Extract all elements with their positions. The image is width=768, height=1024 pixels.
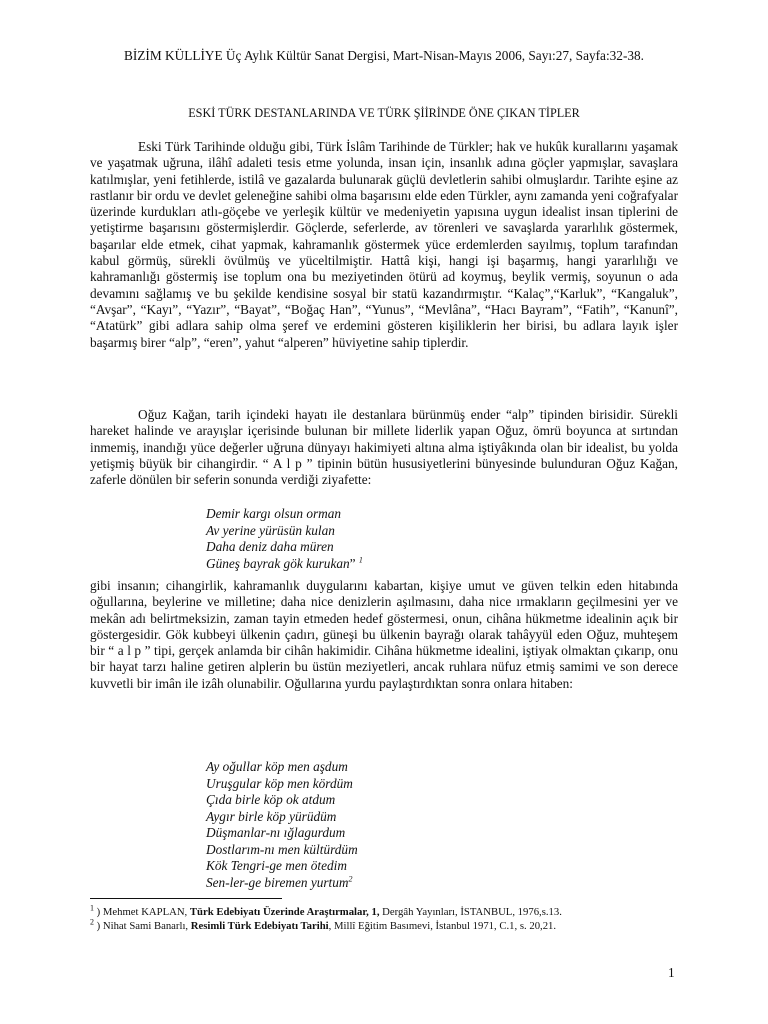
verse-line: Kök Tengri-ge men ötedim (206, 858, 347, 873)
body-paragraph-3 (90, 578, 678, 692)
footnote-book-title: Resimli Türk Edebiyatı Tarihi (190, 920, 329, 932)
footnote-post: Dergâh Yayınları, İSTANBUL, 1976,s.13. (379, 906, 562, 918)
closing-quote: ” (349, 555, 356, 571)
verse-line: Çıda birle köp ok atdum (206, 792, 336, 807)
footnote-separator (90, 898, 282, 899)
footnote-mark: 2 (90, 917, 94, 927)
page-number: 1 (668, 965, 675, 980)
paragraph-text: gibi insanın; cihangirlik, kahramanlık duygularını kabartan, kişiye umut ve güven telkin eden hitabında oğullarına, beylerine ve milletine; daha nice denizlerin aşılmasını, daha nice ırmakların geçilmesini yer ve mekân adı belirtmeksizin, zaman tayin etmeden hedef göstermesi, onun, cihâna hükmetme idealinin açık bir göstergesidir. Gök kubbeyi ülkenin çadırı, güneşi bu ülkenin bayrağı olarak tahâyyül eden Oğuz, muhteşem bir “ a l p ” tipi, gerçek anlamda bir cihân hakimidir. Cihâna hükmetme idealini, iştiyak olmaktan çıkarıp, onu bir hayat tarzı haline getiren alplerin bu üstün meziyetleri, ancak ruhlara nüfuz etmiş samimi ve son derece kuvvetli bir imân ile izâh olunabilir. Oğullarına yurdu paylaştırdıktan sonra onlara hitaben: (90, 578, 678, 691)
footnote-pre: ) Nihat Sami Banarlı, (94, 920, 191, 932)
footnote-ref-1[interactable]: 1 (358, 555, 363, 565)
verse-line: Düşmanlar-nı ığlagurdum (206, 825, 346, 840)
footnote-pre: ) Mehmet KAPLAN, (94, 906, 190, 918)
body-paragraph-1 (90, 139, 678, 351)
paragraph-text: Oğuz Kağan, tarih içindeki hayatı ile destanlara bürünmüş ender “alp” tipinden birisidir. Sürekli hareket halinde ve arayışlar içerisinde bulunan bir millete liderlik yapan Oğuz, ömrü boyunca at sırtından inmemiş, inandığı yüce değerler uğruna dünyayı hakimiyeti altına alma iştiyâkında olan bir idealist, bu yolda yetişmiş büyük bir cihangirdir. “ A l p ” tipinin bütün hususiyetlerini bünyesinde bulunduran Oğuz Kağan, zaferle dönülen bir seferin sonunda verdiği ziyafette: (90, 407, 678, 488)
verse-line: Av yerine yürüsün kulan (206, 522, 335, 538)
verse-oguz-kagan (206, 506, 363, 572)
verse-line: Ay oğullar köp men aşdum (206, 759, 348, 774)
footnote-post: , Millî Eğitim Basımevi, İstanbul 1971, C.1, s. 20,21. (328, 920, 557, 932)
footnotes (90, 905, 690, 933)
verse-line-last (206, 556, 363, 573)
verse-line-text: Güneş bayrak gök kurukan (206, 555, 350, 571)
paragraph-text: Eski Türk Tarihinde olduğu gibi, Türk İslâm Tarihinde de Türkler; hak ve hukûk kurallarını yaşamak ve yaşatmak uğruna, ilâhî adaleti tesis etme yolunda, insan için, insanlık adına göçler yapmışlar, savaşlara katılmışlar, yeni fetihlerde, istilâ ve gazalarda bulunarak güçlü devletlerin sahibi olmuşlardır. Tarihte eşine az rastlanır bir ordu ve devlet geleneğine sahibi olma başarısını elde eden Türkler, aynı zamanda yeni coğrafyalar üzerinde kurdukları atlı-göçebe ve yerleşik kültür ve medeniyetin yapısına uygun idealist insan tiplerini de yetiştirme başarısını göstermişlerdir. Göçlerde, seferlerde, av törenleri ve savaşlarda yararlılık göstermek, başarılar elde etmek, cihat yapmak, kahramanlık göstermek yüce erdemlerden sayılmış, toplum tarafından kabul görmüş, sürekli övülmüş ve yüceltilmiştir. Hattâ kişi, hangi işi başarmış, hangi yararlılığı ve kahramanlığı göstermiş ise toplum ona bu meziyetinden ötürü ad koymuş, beylik vermiş, soyunun o ada devamını sağlamış ve bu şekilde kendisine sosyal bir statü kazandırmıştır. “Kalaç”,“Karluk”, “Kangaluk”, “Avşar”, “Kayı”, “Yazır”, “Bayat”, “Boğaç Han”, “Yunus”, “Mevlâna”, “Hacı Bayram”, “Fatih”, “Kanunî”, “Atatürk” gibi adlara sahip olma şeref ve erdemini gösteren kişiliklerin her birisi, bu adlara layık işler başarmış birer “alp”, “eren”, yahut “alperen” hüviyetine sahip tiplerdir. (90, 139, 678, 350)
verse-line-last (206, 875, 358, 892)
verse-line: Uruşgular köp men kördüm (206, 775, 353, 791)
footnote-1 (90, 905, 690, 919)
journal-header: BİZİM KÜLLİYE Üç Aylık Kültür Sanat Dergisi, Mart-Nisan-Mayıs 2006, Sayı:27, Sayfa:32-38. (124, 48, 644, 63)
footnote-ref-2[interactable]: 2 (348, 874, 353, 884)
footnote-mark: 1 (90, 903, 94, 913)
body-paragraph-2 (90, 407, 678, 488)
verse-line: Demir kargı olsun orman (206, 506, 342, 521)
article-title: ESKİ TÜRK DESTANLARINDA VE TÜRK ŞİİRİNDE ÖNE ÇIKAN TİPLER (188, 106, 580, 120)
footnote-2 (90, 919, 690, 933)
verse-line: Dostlarım-nı men kültürdüm (206, 841, 358, 857)
verse-line-text: Sen-ler-ge biremen yurtum (206, 874, 349, 890)
verse-line: Daha deniz daha müren (206, 539, 334, 554)
footnote-book-title: Türk Edebiyatı Üzerinde Araştırmalar, 1, (189, 906, 380, 918)
verse-line: Aygır birle köp yürüdüm (206, 808, 337, 824)
verse-oguz-hitap (206, 759, 358, 891)
